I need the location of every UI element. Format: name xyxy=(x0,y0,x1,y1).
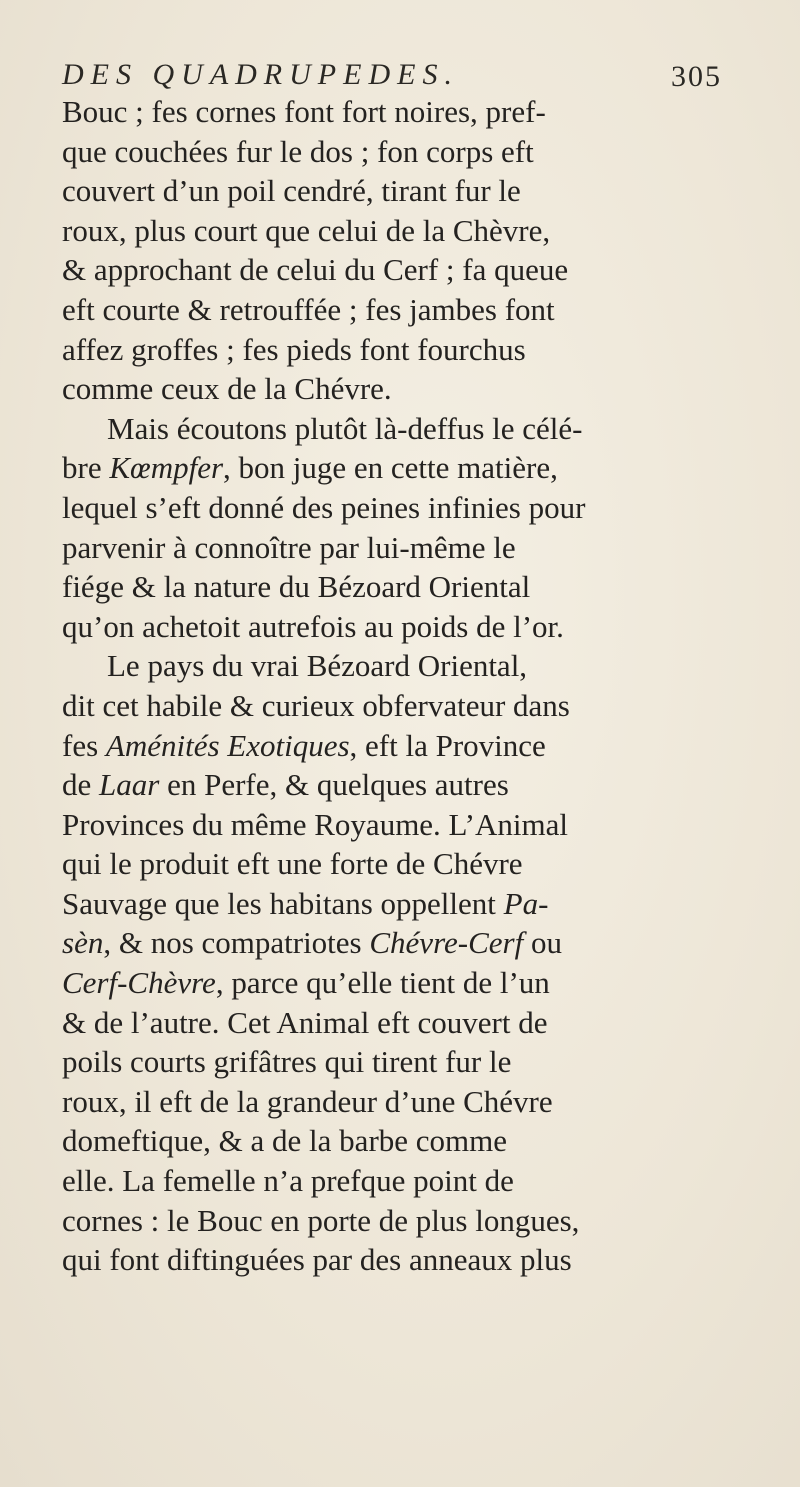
text-line xyxy=(62,567,732,607)
text-segment: Le pays du vrai Bézoard Oriental, xyxy=(107,648,528,684)
text-line xyxy=(62,884,732,924)
text-line xyxy=(62,211,732,251)
italic-text: Aménités Exotiques xyxy=(105,727,350,763)
page-header xyxy=(62,58,722,92)
italic-text: Kœmpfer xyxy=(109,450,224,486)
text-segment: comme ceux de la Chévre. xyxy=(62,371,392,407)
italic-text: sèn xyxy=(62,925,104,961)
text-segment: qui font diftinguées par des anneaux plus xyxy=(62,1242,572,1278)
text-segment: qui le produit eft une forte de Chévre xyxy=(62,846,523,882)
text-line xyxy=(62,1082,732,1122)
text-segment: qu’on achetoit autrefois au poids de l’or. xyxy=(62,608,564,644)
text-line xyxy=(62,330,732,370)
text-segment: , bon juge en cette matière, xyxy=(223,450,558,486)
text-line xyxy=(62,844,732,884)
italic-text: Pa- xyxy=(503,885,549,921)
text-segment: poils courts grifâtres qui tirent fur le xyxy=(62,1044,512,1080)
text-segment: Mais écoutons plutôt là-deffus le célé- xyxy=(107,410,583,446)
text-line xyxy=(62,1240,732,1280)
text-segment: roux, plus court que celui de la Chèvre, xyxy=(62,212,551,248)
text-line xyxy=(62,963,732,1003)
text-line xyxy=(62,92,732,132)
text-segment: , parce qu’elle tient de l’un xyxy=(215,965,550,1001)
italic-text: Cerf-Chèvre xyxy=(62,965,216,1001)
text-segment: affez groffes ; fes pieds font fourchus xyxy=(62,331,526,367)
text-line xyxy=(62,805,732,845)
text-line xyxy=(62,923,732,963)
text-line xyxy=(62,726,732,766)
text-line xyxy=(62,686,732,726)
text-line xyxy=(62,1161,732,1201)
text-segment: fiége & la nature du Bézoard Oriental xyxy=(62,569,531,605)
text-line xyxy=(62,1121,732,1161)
text-segment: cornes : le Bouc en porte de plus longues, xyxy=(62,1202,580,1238)
text-line xyxy=(62,1042,732,1082)
text-segment: couvert d’un poil cendré, tirant fur le xyxy=(62,173,521,209)
text-segment: roux, il eft de la grandeur d’une Chévre xyxy=(62,1083,553,1119)
text-segment: lequel s’eft donné des peines infinies pour xyxy=(62,489,586,525)
text-segment: & approchant de celui du Cerf ; fa queue xyxy=(62,252,569,288)
text-segment: en Perfe, & quelques autres xyxy=(159,767,509,803)
text-line xyxy=(62,290,732,330)
text-line xyxy=(62,409,732,449)
body-text xyxy=(62,92,732,1280)
text-segment: que couchées fur le dos ; fon corps eft xyxy=(62,133,534,169)
text-segment: domeftique, & a de la barbe comme xyxy=(62,1123,508,1159)
text-segment: Provinces du même Royaume. L’Animal xyxy=(62,806,568,842)
text-line xyxy=(62,765,732,805)
italic-text: Chévre-Cerf xyxy=(369,925,524,961)
text-line xyxy=(62,448,732,488)
text-line xyxy=(62,528,732,568)
text-line xyxy=(62,250,732,290)
text-segment: Sauvage que les habitans oppellent xyxy=(62,885,504,921)
text-segment: fes xyxy=(62,727,106,763)
text-segment: & de l’autre. Cet Animal eft couvert de xyxy=(62,1004,548,1040)
text-segment: de xyxy=(62,767,100,803)
italic-text: Laar xyxy=(99,767,160,803)
text-segment: Bouc ; fes cornes font fort noires, pref- xyxy=(62,94,546,129)
text-line xyxy=(62,171,732,211)
text-segment: elle. La femelle n’a prefque point de xyxy=(62,1163,514,1199)
text-segment: bre xyxy=(62,450,110,486)
text-line xyxy=(62,369,732,409)
text-line xyxy=(62,607,732,647)
page-number: 305 xyxy=(671,60,722,93)
text-line xyxy=(62,488,732,528)
text-segment: dit cet habile & curieux obfervateur dans xyxy=(62,687,570,723)
text-line xyxy=(62,1201,732,1241)
text-segment: ou xyxy=(523,925,562,961)
running-head: DES QUADRUPEDES. xyxy=(62,58,459,91)
text-line xyxy=(62,132,732,172)
text-segment: , & nos compatriotes xyxy=(103,925,370,961)
text-segment: , eft la Province xyxy=(349,727,546,763)
text-line xyxy=(62,1003,732,1043)
text-segment: eft courte & retrouffée ; fes jambes font xyxy=(62,291,555,327)
text-segment: parvenir à connoître par lui-même le xyxy=(62,529,516,565)
text-line xyxy=(62,646,732,686)
